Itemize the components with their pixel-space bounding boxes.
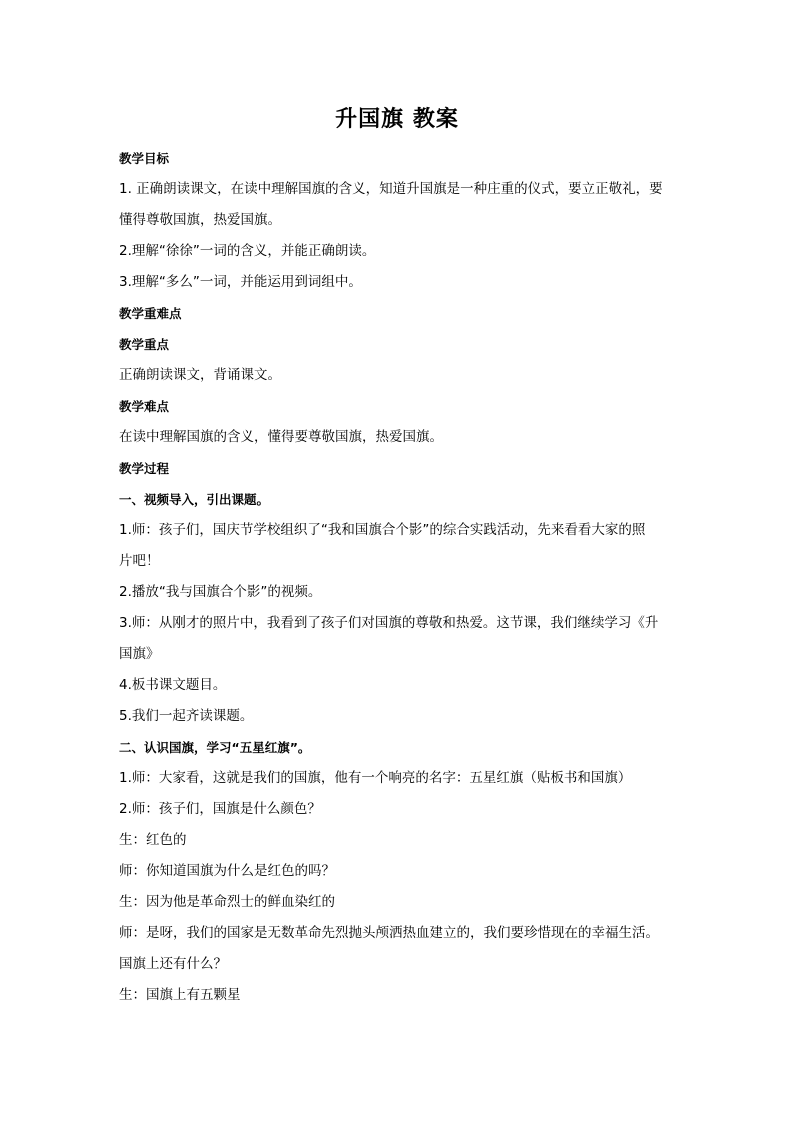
paragraph-line: 1. 正确朗读课文，在读中理解国旗的含义，知道升国旗是一种庄重的仪式，要立正敬礼，要: [119, 181, 663, 197]
paragraph-line: 正确朗读课文，背诵课文。: [119, 367, 281, 383]
paragraph-line: 懂得尊敬国旗，热爱国旗。: [119, 212, 281, 228]
paragraph-line: 生：国旗上有五颗星: [119, 987, 241, 1003]
section-heading: 一、视频导入，引出课题。: [119, 492, 270, 507]
paragraph-line: 师：你知道国旗为什么是红色的吗？: [119, 863, 335, 879]
section-heading: 教学重点: [119, 337, 170, 352]
paragraph-line: 3.师：从刚才的照片中，我看到了孩子们对国旗的尊敬和热爱。这节课，我们继续学习《升: [119, 615, 659, 631]
section-heading: 教学重难点: [119, 306, 182, 321]
paragraph-line: 1.师：大家看，这就是我们的国旗，他有一个响亮的名字：五星红旗（贴板书和国旗）: [119, 770, 632, 786]
paragraph-line: 2.理解“徐徐”一词的含义，并能正确朗读。: [119, 243, 376, 259]
page-title: 升国旗 教案: [335, 107, 459, 132]
paragraph-line: 1.师：孩子们，国庆节学校组织了“我和国旗合个影”的综合实践活动，先来看看大家的照: [119, 522, 646, 538]
paragraph-line: 5.我们一起齐读课题。: [119, 708, 254, 724]
paragraph-line: 在读中理解国旗的含义，懂得要尊敬国旗，热爱国旗。: [119, 429, 443, 445]
paragraph-line: 片吧！: [119, 553, 160, 569]
paragraph-line: 2.师：孩子们，国旗是什么颜色？: [119, 801, 321, 817]
document-body: [119, 143, 679, 1011]
section-heading: 教学目标: [119, 151, 170, 166]
paragraph-line: 4.板书课文题目。: [119, 677, 227, 693]
section-heading: 教学过程: [119, 461, 170, 476]
paragraph-line: 2.播放“我与国旗合个影”的视频。: [119, 584, 322, 600]
section-heading: 二、认识国旗，学习“五星红旗”。: [119, 740, 311, 755]
paragraph-line: 师：是呀，我们的国家是无数革命先烈抛头颅洒热血建立的，我们要珍惜现在的幸福生活。: [119, 925, 659, 941]
section-heading: 教学难点: [119, 399, 170, 414]
paragraph-line: 国旗》: [119, 646, 160, 662]
paragraph-line: 3.理解“多么”一词，并能运用到词组中。: [119, 274, 362, 290]
paragraph-line: 生：因为他是革命烈士的鲜血染红的: [119, 894, 335, 910]
paragraph-line: 国旗上还有什么？: [119, 956, 227, 972]
paragraph-line: 生：红色的: [119, 832, 187, 848]
